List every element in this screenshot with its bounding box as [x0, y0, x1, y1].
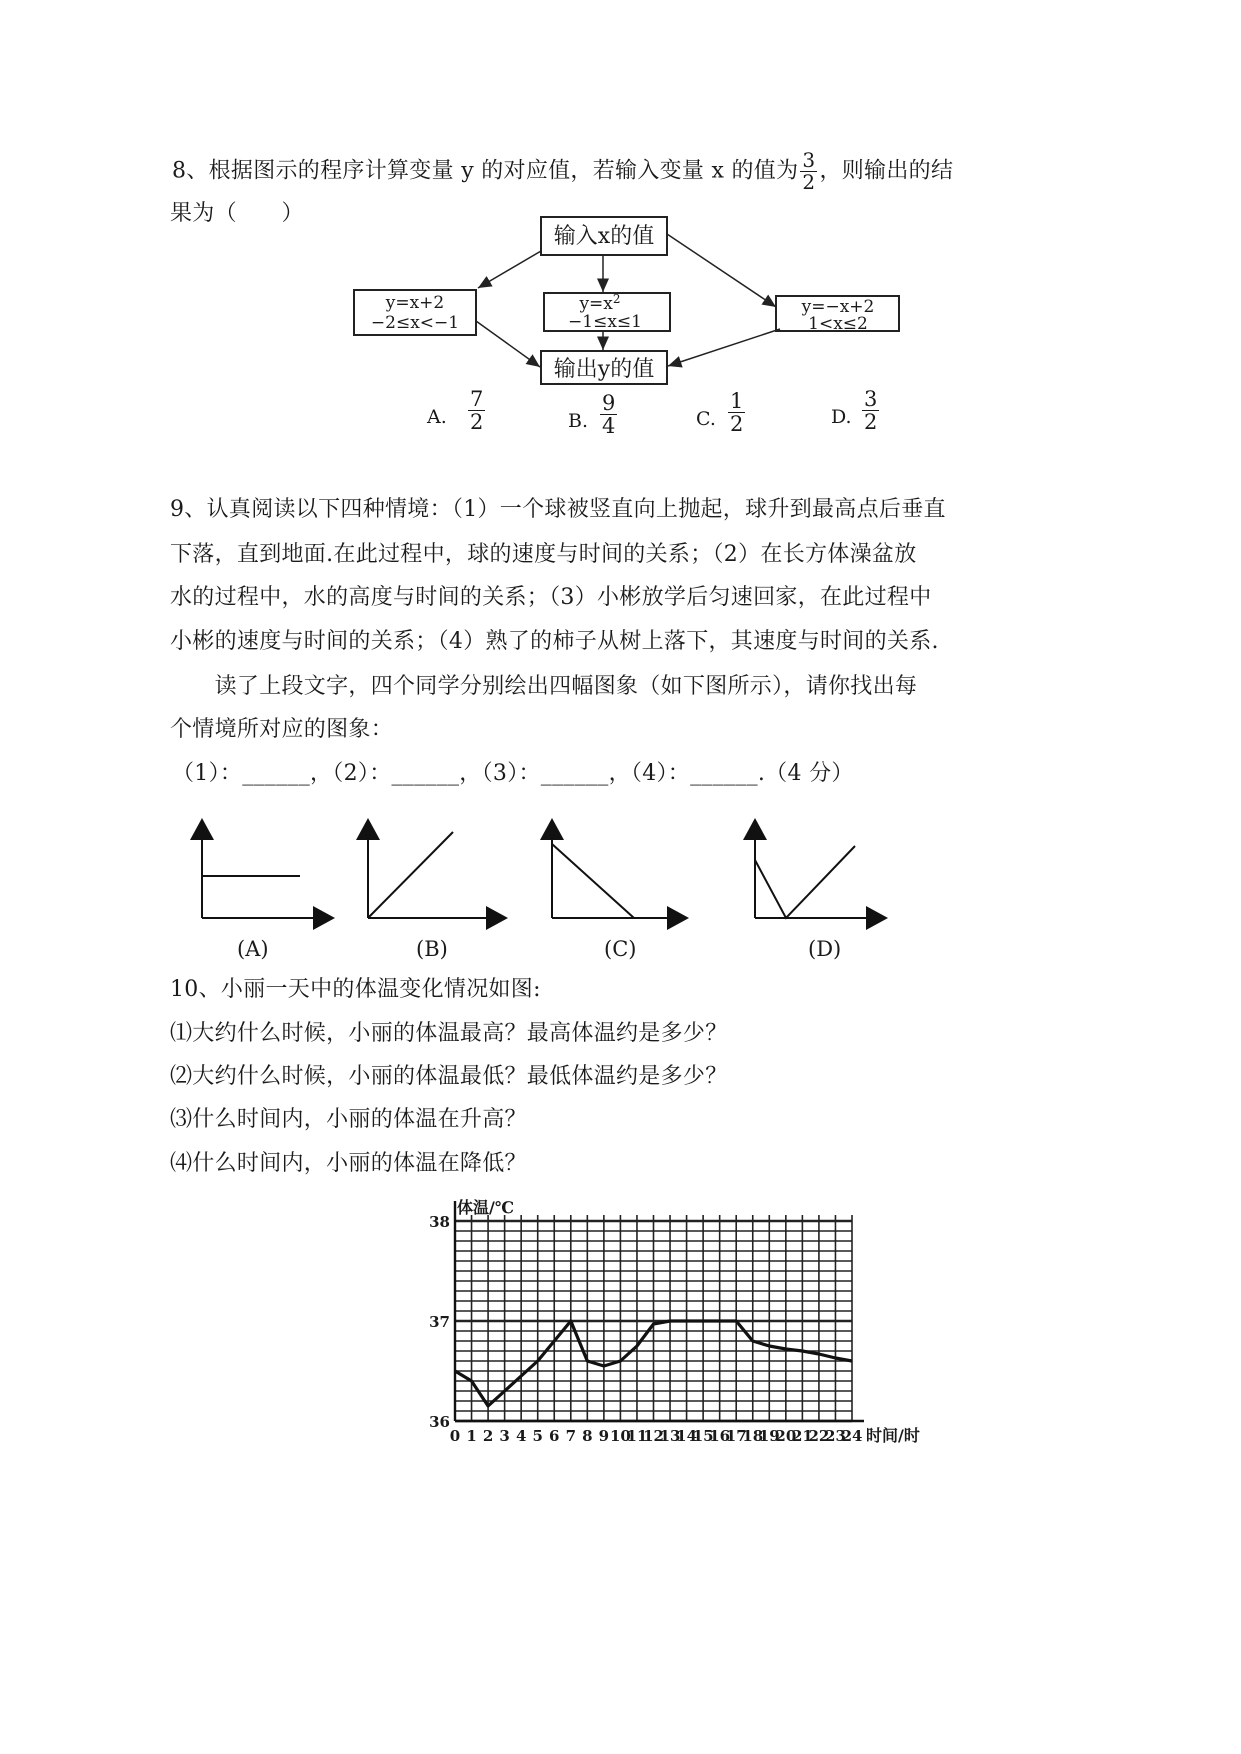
option-c-num: 1: [730, 389, 744, 413]
flow-left-line2: −2≤x<−1: [370, 313, 460, 333]
x-tick-label: 3: [499, 1427, 510, 1445]
x-tick-label: 22: [808, 1427, 830, 1445]
flow-mid-line2: −1≤x≤1: [568, 312, 642, 332]
x-tick-label: 20: [775, 1427, 797, 1445]
chart-ylabel: 体温/℃: [457, 1198, 515, 1217]
q9-answer-blanks: （1）：______，（2）：______，（3）：______，（4）：______.（4 分）: [172, 761, 854, 786]
flow-arrow-left-output: [476, 321, 540, 367]
graph-b-label: (B): [416, 937, 448, 961]
x-tick-label: 17: [725, 1427, 747, 1445]
graph-d: [755, 820, 886, 918]
option-b-letter: B.: [568, 410, 589, 432]
graph-b-curve: [368, 832, 453, 918]
q9-line-5: 读了上段文字，四个同学分别绘出四幅图象（如下图所示），请你找出每: [170, 674, 918, 699]
q10-line-3: ⑵大约什么时候，小丽的体温最低？最低体温约是多少？: [170, 1064, 728, 1089]
option-c-letter: C.: [696, 408, 716, 430]
q8-text-a: 8、根据图示的程序计算变量 y 的对应值，若输入变量 x 的值为: [172, 158, 799, 184]
graph-a-label: (A): [237, 937, 269, 961]
q9-line-3: 水的过程中，水的高度与时间的关系；（3）小彬放学后匀速回家，在此过程中: [170, 585, 932, 610]
q8-frac-den: 2: [802, 170, 816, 194]
graph-c-curve: [552, 844, 634, 918]
graph-c: [552, 820, 687, 918]
flow-mid-exponent: 2: [612, 292, 621, 306]
flow-arrow-input-right: [667, 234, 776, 307]
x-tick-label: 7: [565, 1427, 577, 1445]
x-tick-label: 0: [449, 1427, 461, 1445]
q10-line-1: 10、小丽一天中的体温变化情况如图:: [170, 977, 541, 1002]
x-tick-label: 1: [466, 1427, 477, 1445]
option-b-num: 9: [602, 391, 616, 415]
x-tick-label: 12: [643, 1427, 664, 1445]
option-d-den: 2: [864, 410, 878, 435]
x-tick-label: 8: [582, 1427, 593, 1445]
x-tick-label: 15: [692, 1427, 714, 1445]
x-tick-label: 4: [515, 1427, 527, 1445]
graph-c-label: (C): [604, 937, 637, 961]
x-tick-label: 16: [709, 1427, 731, 1445]
graph-d-label: (D): [808, 937, 842, 961]
option-b-fraction: [598, 392, 619, 437]
flow-mid-formula: y=x: [579, 294, 613, 314]
flow-mid-line1: [578, 292, 620, 314]
q9-line-1: 9、认真阅读以下四种情境：（1）一个球被竖直向上抛起，球升到最高点后垂直: [170, 497, 946, 522]
q9-line-2: 下落，直到地面.在此过程中，球的速度与时间的关系；（2）在长方体澡盆放: [170, 542, 917, 567]
y-tick-label: 37: [429, 1313, 450, 1331]
q8-text-b: ，则输出的结: [819, 158, 954, 184]
x-tick-label: 18: [742, 1427, 764, 1445]
q9-line-4: 小彬的速度与时间的关系；（4）熟了的柿子从树上落下，其速度与时间的关系.: [170, 629, 939, 654]
option-a-letter: A.: [427, 406, 447, 428]
q8-frac-num: 3: [802, 148, 816, 172]
x-tick-label: 19: [758, 1427, 780, 1445]
graph-a: [202, 820, 333, 918]
option-d-fraction: [860, 388, 881, 433]
q10-line-2: ⑴大约什么时候，小丽的体温最高？最高体温约是多少？: [170, 1021, 728, 1046]
option-a-fraction: [466, 388, 487, 433]
graph-b: [368, 820, 506, 918]
option-b-den: 4: [602, 414, 616, 439]
x-tick-label: 14: [676, 1427, 698, 1445]
x-tick-label: 23: [825, 1427, 846, 1445]
x-tick-label: 6: [549, 1427, 560, 1445]
chart-xlabel: 时间/时: [866, 1426, 920, 1445]
q10-line-4: ⑶什么时间内，小丽的体温在升高？: [170, 1107, 527, 1132]
q10-line-5: ⑷什么时间内，小丽的体温在降低？: [170, 1151, 527, 1176]
q9-line-6: 个情境所对应的图象：: [170, 717, 394, 742]
flow-left-line1: y=x+2: [385, 293, 445, 313]
flow-arrow-right-output: [668, 329, 780, 366]
option-c-den: 2: [730, 412, 744, 437]
x-tick-label: 13: [659, 1427, 681, 1445]
option-a-num: 7: [470, 387, 484, 411]
x-tick-label: 11: [626, 1427, 648, 1445]
x-tick-label: 5: [532, 1427, 543, 1445]
flow-output-text: 输出y的值: [553, 357, 655, 382]
flow-arrow-input-left: [478, 251, 541, 288]
y-tick-label: 36: [429, 1413, 450, 1431]
q8-line2: 果为（ ）: [170, 201, 304, 226]
flow-right-line2: 1<x≤2: [808, 314, 868, 334]
option-d-num: 3: [864, 387, 878, 411]
flow-input-text: 输入x的值: [553, 224, 655, 249]
x-tick-label: 9: [598, 1427, 610, 1445]
x-tick-label: 21: [791, 1427, 813, 1445]
x-tick-label: 10: [609, 1427, 631, 1445]
option-d-letter: D.: [831, 406, 852, 428]
graph-d-curve: [755, 846, 855, 918]
option-a-den: 2: [470, 410, 484, 435]
y-tick-label: 38: [429, 1213, 450, 1231]
option-c-fraction: [726, 390, 747, 435]
flow-right-line1: y=−x+2: [801, 297, 875, 317]
x-tick-label: 24: [841, 1427, 863, 1445]
x-tick-label: 2: [482, 1427, 494, 1445]
